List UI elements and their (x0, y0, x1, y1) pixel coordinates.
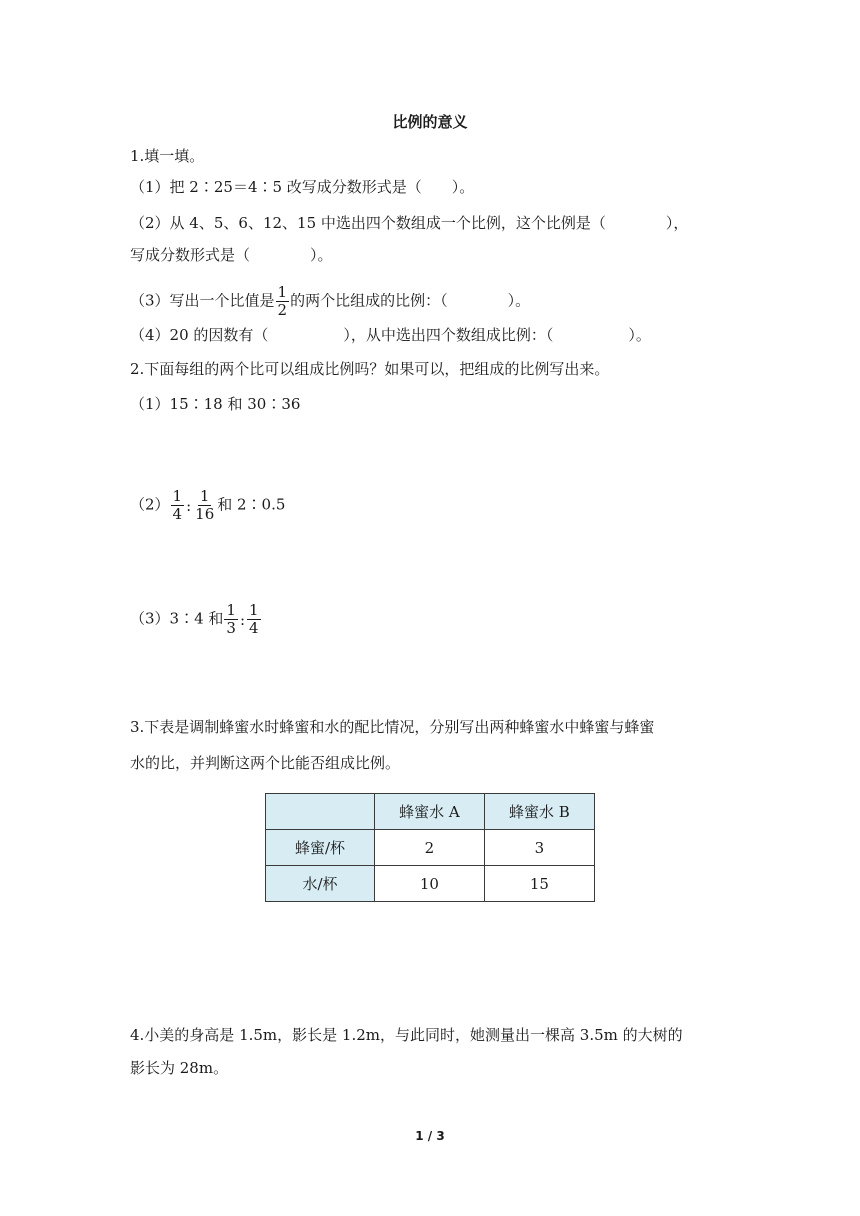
fraction-one-third (224, 602, 238, 637)
q2-item-3 (130, 602, 262, 637)
table-row (266, 866, 595, 902)
q1-item-3-prefix: （3）写出一个比值是 (130, 291, 275, 310)
page-title: 比例的意义 (392, 113, 468, 131)
fraction-one-quarter (247, 602, 261, 637)
q2-heading: 2.下面每组的两个比可以组成比例吗？如果可以，把组成的比例写出来。 (130, 360, 610, 378)
ratio-colon: : (186, 496, 192, 515)
fraction-one-quarter (171, 488, 185, 523)
q1-item-2-line-1: （2）从 4、5、6、12、15 中选出四个数组成一个比例，这个比例是（ ）， (130, 214, 689, 232)
q1-heading: 1.填一填。 (130, 147, 205, 165)
q1-item-3 (130, 284, 530, 319)
fraction-numerator: 1 (249, 601, 259, 619)
table-cell: 2 (375, 830, 485, 866)
ratio-colon: : (239, 610, 246, 629)
table-header-row (266, 794, 595, 830)
table-cell: 15 (484, 866, 594, 902)
table-row-header: 蜂蜜/杯 (266, 830, 375, 866)
table-corner-cell (266, 794, 375, 830)
honey-water-table (265, 793, 595, 902)
table-col-header-b: 蜂蜜水 B (484, 794, 594, 830)
fraction-denominator: 2 (277, 301, 288, 319)
fraction-numerator: 1 (199, 487, 210, 505)
q1-item-4: （4）20 的因数有（ ），从中选出四个数组成比例：（ ）。 (130, 326, 651, 344)
table-row (266, 830, 595, 866)
fraction-one-sixteenth (193, 488, 216, 523)
q2-item-2-prefix: （2） (130, 495, 170, 514)
table-cell: 3 (484, 830, 594, 866)
q2-item-2 (130, 488, 285, 523)
q2-item-3-prefix: （3）3∶4 和 (130, 609, 224, 628)
fraction-numerator: 1 (172, 487, 183, 505)
fraction-denominator: 4 (249, 619, 259, 637)
q4-text-line-2: 影长为 28m。 (130, 1059, 229, 1077)
fraction-denominator: 3 (226, 619, 236, 637)
table-col-header-a: 蜂蜜水 A (375, 794, 485, 830)
fraction-denominator: 4 (172, 505, 183, 523)
fraction-numerator: 1 (277, 283, 288, 301)
fraction-denominator: 16 (195, 505, 215, 523)
q1-item-2-line-2: 写成分数形式是（ ）。 (130, 246, 333, 264)
table-cell: 10 (375, 866, 485, 902)
fraction-numerator: 1 (226, 601, 236, 619)
q3-text-line-1: 3.下表是调制蜂蜜水时蜂蜜和水的配比情况，分别写出两种蜂蜜水中蜂蜜与蜂蜜 (130, 718, 655, 736)
q2-item-2-suffix: 和 2∶0.5 (217, 495, 286, 514)
table-row-header: 水/杯 (266, 866, 375, 902)
q1-item-1: （1）把 2∶25＝4∶5 改写成分数形式是（ ）。 (130, 178, 475, 196)
q2-item-1: （1）15∶18 和 30∶36 (130, 395, 301, 413)
fraction-one-half (276, 284, 290, 319)
q4-text-line-1: 4.小美的身高是 1.5m，影长是 1.2m，与此同时，她测量出一棵高 3.5m 的大树的 (130, 1026, 683, 1044)
q1-item-3-suffix: 的两个比组成的比例：（ ）。 (290, 291, 531, 310)
page-number: 1 / 3 (415, 1129, 445, 1143)
q3-text-line-2: 水的比，并判断这两个比能否组成比例。 (130, 754, 401, 772)
